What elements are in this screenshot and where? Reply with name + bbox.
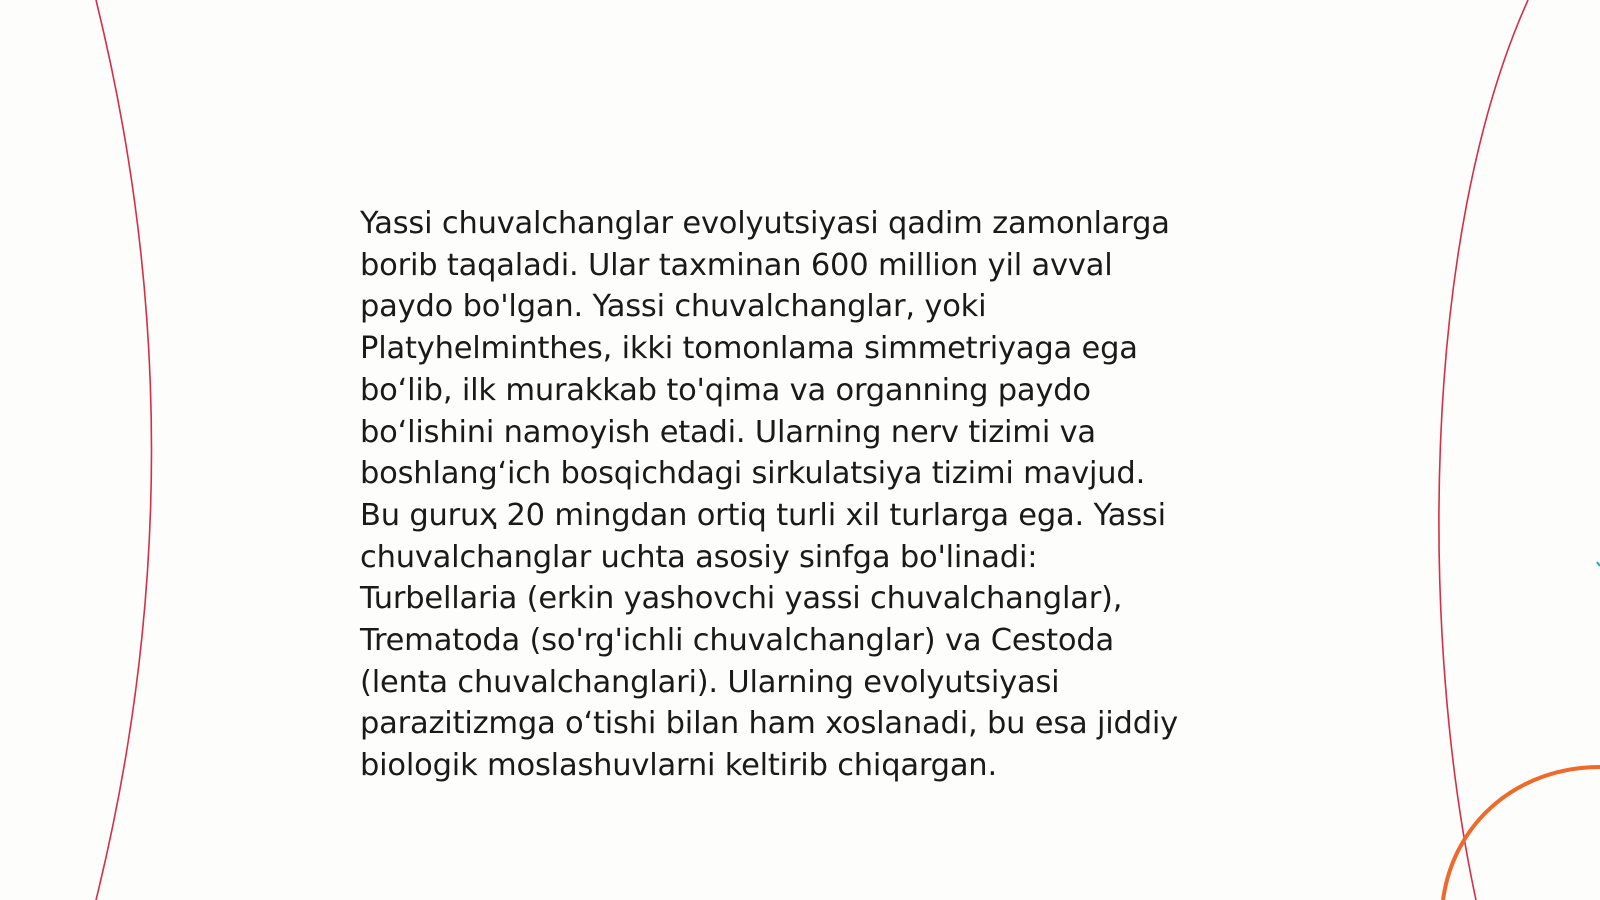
orange-circle-arc [1443, 767, 1600, 900]
right-arc-line [1439, 0, 1528, 900]
left-arc-line [96, 0, 152, 900]
slide-body-text: Yassi chuvalchanglar evolyutsiyasi qadim zamonlarga borib taqaladi. Ular taxminan 600 million yil avval paydo bo'lgan. Yassi chuvalchanglar, yoki Platyhelminthes, ikki tomonlama simmetriyaga ega bo‘lib, ilk murakkab to'qima va organning paydo bo‘lishini namoyish etadi. Ularning nerv tizimi va boshlang‘ich bosqichdagi sirkulatsiya tizimi mavjud. Bu guruҳ 20 mingdan ortiq turli xil turlarga ega. Yassi chuvalchanglar uchta asosiy sinfga bo'linadi: Turbellaria (erkin yashovchi yassi chuvalchanglar), Trematoda (so'rg'ichli chuvalchanglar) va Cestoda (lenta chuvalchanglari). Ularning evolyutsiyasi parazitizmga o‘tishi bilan ham xoslanadi, bu esa jiddiy biologik moslashuvlarni keltirib chiqargan. [360, 206, 1178, 784]
